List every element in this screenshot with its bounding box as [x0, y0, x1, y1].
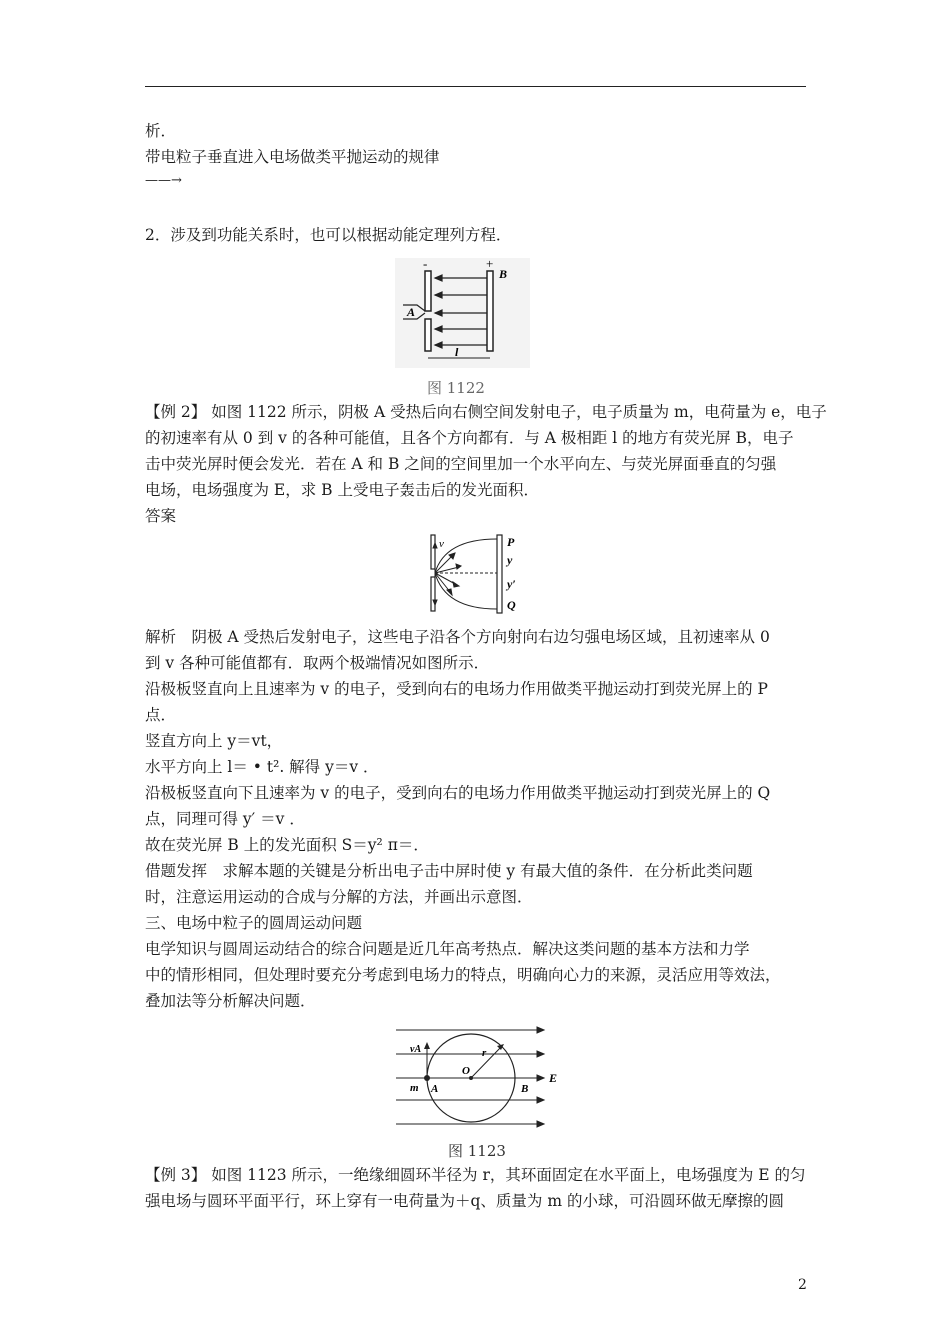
text-line: 电学知识与圆周运动结合的综合问题是近几年高考热点．解决这类问题的基本方法和力学: [145, 940, 750, 958]
text-line: 强电场与圆环平面平行，环上穿有一电荷量为＋q、质量为 m 的小球，可沿圆环做无摩擦的圆: [145, 1192, 784, 1210]
b-label: B: [499, 267, 508, 281]
text-line: 水平方向上 l＝ • t². 解得 y＝v ．: [145, 758, 379, 776]
upper-trajectory: [435, 539, 497, 573]
yprime-label: y′: [507, 577, 516, 591]
text-line: 到 v 各种可能值都有．取两个极端情况如图所示．: [145, 654, 490, 672]
q-label: Q: [507, 598, 516, 612]
figure-1122-caption: 图 1122: [427, 379, 485, 397]
a-label: A: [407, 305, 416, 319]
arrow-line: ——→: [145, 173, 182, 188]
v-label: v: [439, 538, 444, 550]
figure-1123: [390, 1022, 570, 1140]
l-label: l: [455, 345, 459, 359]
text-line: 【例 2】 如图 1122 所示，阴极 A 受热后向右侧空间发射电子，电子质量为 m，电荷量为 e，电子: [145, 403, 827, 421]
figure-answer: [425, 533, 535, 617]
velocity-arrow: [424, 1042, 430, 1049]
text-line: 故在荧光屏 B 上的发光面积 S＝y² π＝．: [145, 836, 429, 854]
cathode-plate-top: [425, 271, 431, 311]
m-label: m: [410, 1082, 419, 1094]
ball: [424, 1075, 430, 1081]
text-line: 借题发挥 求解本题的关键是分析出电子击中屏时使 y 有最大值的条件．在分析此类问题: [145, 862, 753, 880]
text-line: 竖直方向上 y＝vt，: [145, 732, 283, 750]
text-line: 沿极板竖直向上且速率为 v 的电子，受到向右的电场力作用做类平抛运动打到荧光屏上的 P: [145, 680, 768, 698]
page-number: 2: [798, 1277, 807, 1293]
text-line: 叠加法等分析解决问题．: [145, 992, 316, 1010]
left-plate-top: [431, 535, 435, 569]
minus-label: -: [423, 258, 428, 271]
header-rule: [145, 86, 806, 87]
figure-1123-caption: 图 1123: [448, 1142, 506, 1160]
screen: [497, 535, 502, 613]
text-line: 时，注意运用运动的合成与分解的方法，并画出示意图．: [145, 888, 533, 906]
text-line: 电场，电场强度为 E，求 B 上受电子轰击后的发光面积．: [145, 481, 539, 499]
text-line: 的初速率有从 0 到 v 的各种可能值，且各个方向都有．与 A 极相距 l 的地方有荧光屏 B，电子: [145, 429, 794, 447]
velocity-arrows: [433, 543, 461, 605]
figure-1122: [395, 258, 530, 368]
text-line: 沿极板竖直向下且速率为 v 的电子，受到向右的电场力作用做类平抛运动打到荧光屏上的 Q: [145, 784, 771, 802]
text-line: 解析 阴极 A 受热后发射电子，这些电子沿各个方向射向右边匀强电场区域，且初速率从 0: [145, 628, 770, 646]
e-label: E: [549, 1071, 558, 1085]
text-line: 击中荧光屏时便会发光．若在 A 和 B 之间的空间里加一个水平向左、与荧光屏面垂直的匀强: [145, 455, 777, 473]
text-line: 析．: [145, 122, 177, 140]
a-label: A: [431, 1083, 439, 1095]
text-line: 中的情形相同，但处理时要充分考虑到电场力的特点，明确向心力的来源，灵活应用等效法，: [145, 966, 781, 984]
cathode-plate-bottom: [425, 319, 431, 351]
text-line: 点，同理可得 y′ ＝v ．: [145, 810, 305, 828]
y-label: y: [507, 553, 513, 567]
va-label: vA: [410, 1044, 422, 1055]
o-label: O: [462, 1065, 470, 1077]
section-heading: 三、电场中粒子的圆周运动问题: [145, 914, 363, 932]
plus-label: +: [486, 258, 494, 271]
answer-label: 答案: [145, 507, 177, 525]
screen-plate: [487, 271, 493, 351]
text-line: 2．涉及到功能关系时，也可以根据动能定理列方程．: [145, 226, 512, 244]
p-label: P: [507, 535, 515, 549]
text-line: 【例 3】 如图 1123 所示，一绝缘细圆环半径为 r，其环面固定在水平面上，电场强度为 E 的匀: [145, 1166, 806, 1184]
text-line: 点．: [145, 706, 177, 724]
text-line: 带电粒子垂直进入电场做类平抛运动的规律: [145, 148, 440, 166]
r-label: r: [482, 1047, 487, 1059]
left-plate-bottom: [431, 577, 435, 611]
b-label: B: [521, 1083, 529, 1095]
